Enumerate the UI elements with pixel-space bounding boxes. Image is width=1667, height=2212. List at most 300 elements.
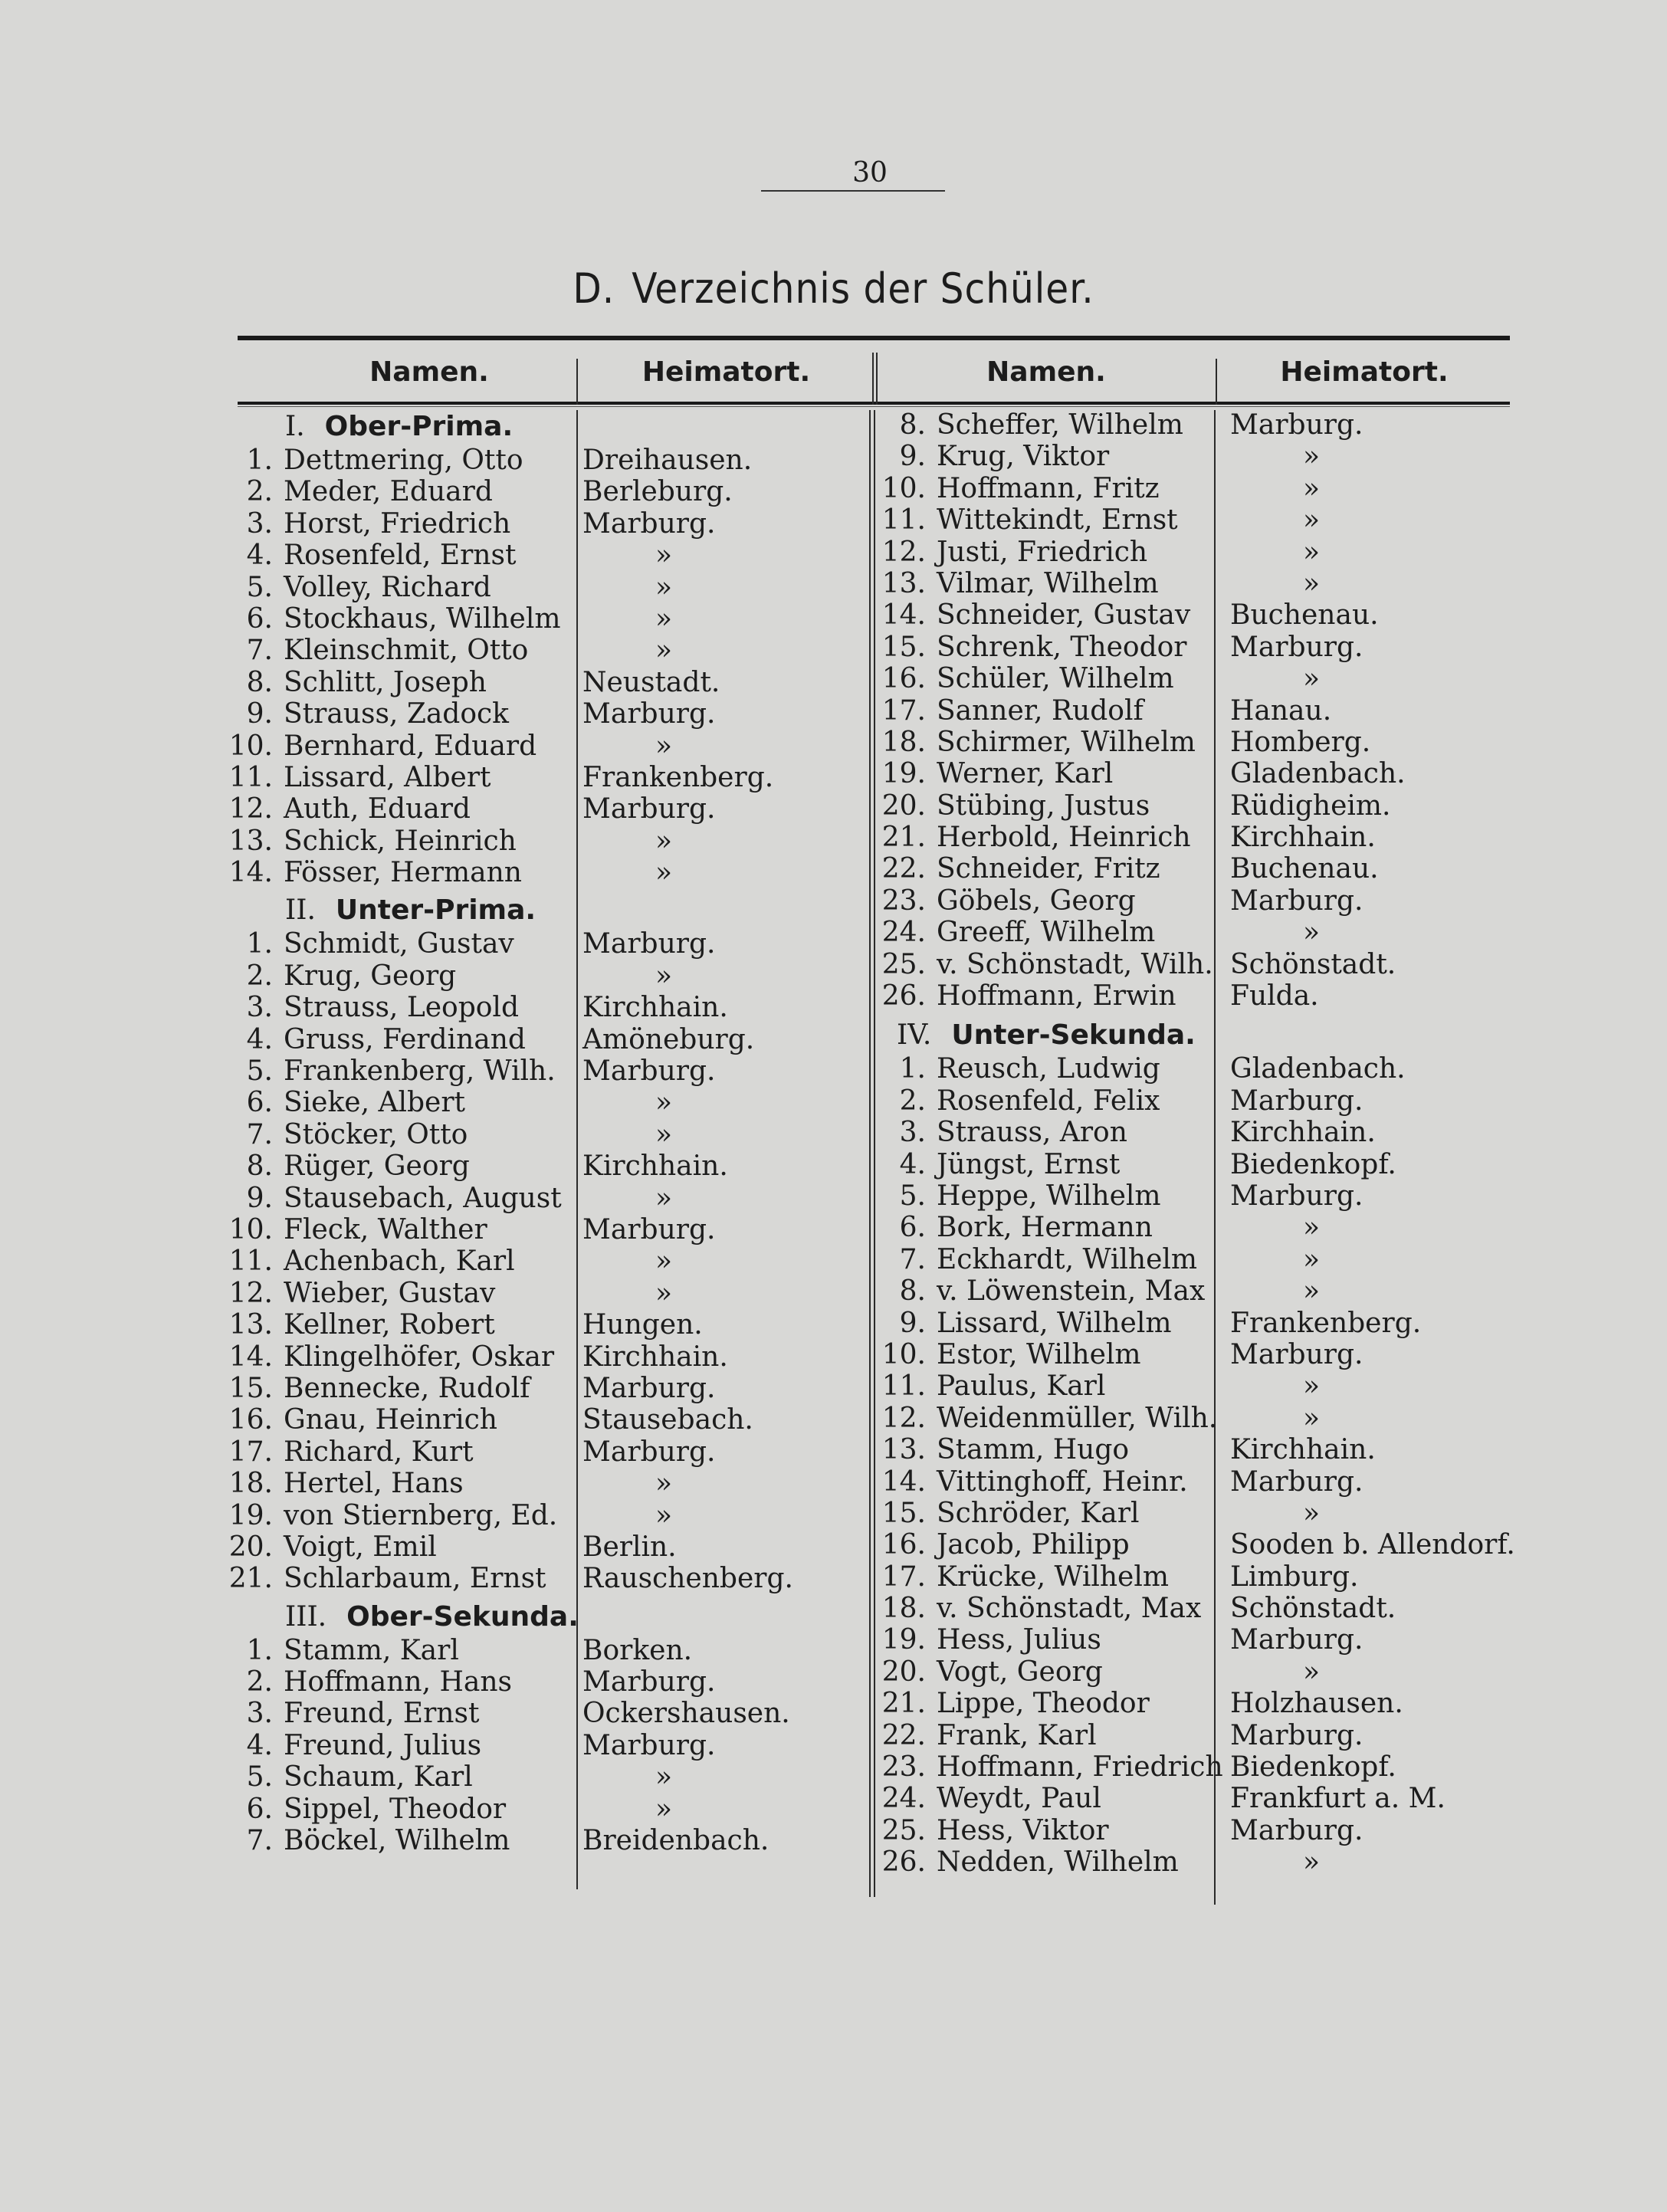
page-number-rule [761,190,945,192]
student-number: 5. [246,1055,273,1088]
class-section-heading [238,409,866,445]
student-number: 8. [246,666,273,698]
student-number: 7. [899,1243,926,1275]
student-number: 7. [246,635,273,667]
student-hometown: Biedenkopf. [1230,1751,1396,1784]
student-hometown: » [655,825,673,857]
student-name: Schneider, Gustav [937,599,1191,632]
list-item [881,1720,1533,1751]
list-item [238,1119,866,1150]
student-number: 14. [881,1465,926,1498]
student-name: Stöcker, Otto [284,1118,468,1150]
student-number: 14. [881,599,926,632]
header-origin-right: Heimatort. [1280,356,1449,388]
student-name: Gruss, Ferdinand [284,1023,526,1055]
student-number: 12. [228,1277,273,1309]
student-hometown: Marburg. [1230,1814,1363,1846]
left-student-list [228,409,866,1857]
student-number: 17. [228,1436,273,1468]
class-name: Unter-Prima. [335,894,537,927]
student-name: Strauss, Aron [937,1117,1127,1149]
list-item [881,1498,1533,1529]
student-name: Hess, Julius [937,1624,1101,1656]
student-hometown: Marburg. [1230,1719,1363,1751]
student-name: Sieke, Albert [284,1087,466,1119]
student-hometown: » [1303,663,1321,695]
student-name: Sippel, Theodor [284,1793,507,1825]
student-name: Stamm, Hugo [937,1434,1130,1466]
student-name: Scheffer, Wilhelm [937,409,1183,441]
student-hometown: » [655,602,673,635]
student-number: 3. [246,992,273,1024]
student-name: Werner, Karl [937,758,1114,790]
header-divider [1216,359,1217,405]
student-number: 21. [881,1688,926,1720]
student-number: 1. [899,1053,926,1085]
table-top-rule [238,336,1510,340]
title-letter: D. [573,264,615,313]
list-item [881,1180,1533,1212]
student-hometown: Berlin. [582,1531,677,1563]
student-name: Strauss, Leopold [284,992,519,1024]
student-name: Horst, Friedrich [284,507,511,540]
student-hometown: » [1303,1275,1321,1308]
student-hometown: Marburg. [582,698,716,730]
student-hometown: Gladenbach. [1230,758,1406,790]
student-number: 19. [881,1624,926,1656]
student-name: Lippe, Theodor [937,1688,1150,1720]
list-item [238,476,866,507]
list-item [881,409,1533,441]
student-hometown: Stausebach. [582,1404,753,1436]
student-name: v. Schönstadt, Wilh. [937,948,1213,980]
student-hometown: » [655,1499,673,1531]
student-name: Estor, Wilhelm [937,1338,1141,1370]
student-name: Schneider, Fritz [937,853,1160,885]
list-item [881,917,1533,948]
student-name: von Stiernberg, Ed. [284,1499,558,1531]
student-number: 24. [881,1783,926,1815]
header-origin-left: Heimatort. [642,356,811,388]
student-hometown: » [1303,1370,1321,1403]
student-number: 6. [899,1212,926,1244]
student-name: Freund, Ernst [284,1698,480,1730]
list-item [238,928,866,960]
header-names-left: Namen. [369,356,489,388]
student-hometown: » [655,635,673,667]
student-hometown: Borken. [582,1634,693,1666]
student-name: Fleck, Walther [284,1213,487,1245]
student-name: Vilmar, Wilhelm [937,567,1159,599]
student-hometown: Kirchhain. [1230,822,1376,854]
list-item [228,1499,866,1531]
student-name: Stockhaus, Wilhelm [284,602,561,635]
page-number: 30 [852,157,888,189]
list-item [238,1150,866,1182]
student-name: Stausebach, August [284,1182,562,1214]
student-hometown: Marburg. [582,1729,716,1761]
list-item [228,1404,866,1436]
list-item [238,540,866,571]
student-number: 2. [246,476,273,508]
student-hometown: Marburg. [1230,884,1363,917]
student-hometown: Buchenau. [1230,853,1379,885]
student-name: Greeff, Wilhelm [937,917,1156,949]
list-item [881,1308,1533,1339]
student-name: Krücke, Wilhelm [937,1561,1169,1593]
student-number: 10. [228,730,273,762]
student-number: 1. [246,445,273,476]
student-hometown: Marburg. [1230,409,1363,441]
student-number: 23. [881,1751,926,1784]
student-name: Hoffmann, Friedrich [937,1751,1223,1784]
student-number: 10. [881,472,926,504]
student-number: 16. [881,663,926,695]
student-hometown: Buchenau. [1230,599,1379,632]
list-item [881,727,1533,758]
list-item [238,992,866,1023]
list-item [881,949,1533,980]
student-number: 13. [881,1434,926,1466]
list-item [881,1846,1533,1878]
student-number: 20. [881,789,926,822]
student-number: 5. [246,571,273,603]
student-hometown: » [655,1182,673,1214]
student-name: Böckel, Wilhelm [284,1825,510,1857]
student-name: Volley, Richard [284,571,491,603]
list-item [881,758,1533,789]
list-item [228,825,866,857]
student-name: Hertel, Hans [284,1468,464,1500]
student-number: 16. [881,1529,926,1561]
student-hometown: » [655,1793,673,1825]
list-item [881,1370,1533,1402]
student-number: 8. [246,1150,273,1183]
title-text: Verzeichnis der Schüler. [632,264,1094,313]
list-item [881,1244,1533,1275]
student-number: 10. [881,1338,926,1370]
list-item [238,667,866,698]
student-hometown: Marburg. [582,1666,716,1698]
student-name: Lissard, Albert [284,761,491,793]
student-hometown: Marburg. [582,793,716,825]
student-name: Vittinghoff, Heinr. [937,1465,1188,1498]
student-hometown: » [1303,1497,1321,1529]
class-numeral: III. [285,1600,327,1633]
list-item [881,632,1533,663]
student-hometown: Marburg. [582,928,716,960]
student-hometown: Kirchhain. [582,992,728,1024]
student-hometown: » [1303,1212,1321,1244]
student-hometown: » [1303,567,1321,599]
student-name: Weidenmüller, Wilh. [937,1402,1218,1434]
student-number: 26. [881,1846,926,1879]
student-name: Jacob, Philipp [937,1529,1130,1561]
student-name: Frankenberg, Wilh. [284,1055,556,1088]
student-name: Hess, Viktor [937,1814,1109,1846]
list-item [228,1468,866,1500]
list-item [881,1085,1533,1117]
student-hometown: » [1303,472,1321,504]
student-number: 3. [899,1117,926,1149]
student-number: 2. [899,1085,926,1117]
student-number: 16. [228,1404,273,1436]
student-hometown: » [1303,1656,1321,1688]
student-name: Schaum, Karl [284,1761,473,1794]
list-item [228,857,866,889]
student-name: Herbold, Heinrich [937,822,1191,854]
student-hometown: Amöneburg. [582,1023,755,1055]
list-item [881,1466,1533,1498]
student-number: 18. [228,1468,273,1500]
list-item [881,504,1533,536]
list-item [228,1277,866,1309]
list-item [881,1688,1533,1719]
list-item [238,508,866,540]
student-name: Schlarbaum, Ernst [284,1563,546,1595]
student-name: Paulus, Karl [937,1370,1106,1403]
student-hometown: Rauschenberg. [582,1563,793,1595]
list-item [881,1212,1533,1243]
student-number: 24. [881,917,926,949]
student-number: 4. [246,1729,273,1761]
header-divider [576,359,578,405]
student-hometown: Dreihausen. [582,445,753,476]
student-number: 11. [881,504,926,537]
list-item [881,473,1533,504]
student-number: 25. [881,1814,926,1846]
student-name: Dettmering, Otto [284,445,523,476]
student-name: Schmidt, Gustav [284,928,514,960]
list-item [238,1698,866,1729]
student-hometown: Kirchhain. [1230,1117,1376,1149]
student-name: Vogt, Georg [937,1656,1103,1688]
list-item [881,1751,1533,1783]
student-hometown: Kirchhain. [582,1341,728,1373]
student-name: Lissard, Wilhelm [937,1307,1172,1339]
student-number: 7. [246,1825,273,1857]
list-item [881,790,1533,822]
student-number: 23. [881,884,926,917]
student-hometown: Fulda. [1230,980,1319,1012]
student-hometown: Berleburg. [582,476,733,508]
student-name: Gnau, Heinrich [284,1404,497,1436]
class-section-heading [881,1018,1533,1053]
student-hometown: Biedenkopf. [1230,1148,1396,1180]
header-divider [872,353,874,405]
column-divider [874,410,875,1897]
student-number: 13. [228,825,273,857]
student-number: 4. [899,1148,926,1180]
student-hometown: Marburg. [582,507,716,540]
student-hometown: » [655,1468,673,1500]
student-name: Bennecke, Rudolf [284,1372,530,1404]
list-item [881,1117,1533,1148]
student-number: 9. [246,698,273,730]
list-item [881,1529,1533,1561]
student-number: 9. [899,441,926,473]
student-hometown: Marburg. [582,1436,716,1468]
student-name: Rosenfeld, Ernst [284,540,517,572]
student-name: Achenbach, Karl [284,1245,515,1278]
student-name: Bork, Hermann [937,1212,1153,1244]
list-item [881,1561,1533,1593]
student-hometown: Schönstadt. [1230,948,1396,980]
student-hometown: Kirchhain. [582,1150,728,1183]
student-name: Nedden, Wilhelm [937,1846,1179,1879]
student-number: 22. [881,853,926,885]
list-item [881,1783,1533,1814]
student-name: Weydt, Paul [937,1783,1101,1815]
student-hometown: » [1303,1846,1321,1879]
student-hometown: Marburg. [1230,1085,1363,1117]
student-hometown: Marburg. [1230,1465,1363,1498]
student-number: 5. [899,1180,926,1212]
student-number: 12. [881,1402,926,1434]
header-names-right: Namen. [986,356,1106,388]
student-number: 11. [228,1245,273,1278]
class-name: Ober-Sekunda. [346,1600,579,1633]
student-name: Schüler, Wilhelm [937,663,1174,695]
student-name: Hoffmann, Erwin [937,980,1176,1012]
student-number: 15. [228,1372,273,1404]
student-hometown: Frankenberg. [1230,1307,1422,1339]
list-item [881,568,1533,599]
list-item [238,1635,866,1666]
list-item [881,1656,1533,1688]
list-item [881,822,1533,853]
student-name: Richard, Kurt [284,1436,474,1468]
student-name: Voigt, Emil [284,1531,437,1563]
student-hometown: » [655,1761,673,1794]
student-name: Reusch, Ludwig [937,1053,1160,1085]
list-item [881,853,1533,884]
student-hometown: Frankfurt a. M. [1230,1783,1445,1815]
list-item [228,1213,866,1245]
list-item [881,441,1533,472]
student-number: 3. [246,507,273,540]
student-number: 10. [228,1213,273,1245]
class-name: Unter-Sekunda. [951,1019,1196,1052]
list-item [238,1730,866,1761]
list-item [228,1372,866,1404]
student-hometown: Neustadt. [582,666,720,698]
student-name: Wieber, Gustav [284,1277,496,1309]
list-item [881,663,1533,694]
student-name: v. Löwenstein, Max [937,1275,1206,1308]
student-name: Stamm, Karl [284,1634,459,1666]
student-name: Heppe, Wilhelm [937,1180,1161,1212]
class-numeral: I. [285,411,305,442]
student-hometown: Gladenbach. [1230,1053,1406,1085]
student-hometown: Marburg. [1230,1180,1363,1212]
list-item [228,1436,866,1468]
right-student-list [881,409,1533,1879]
student-number: 14. [228,1341,273,1373]
student-number: 9. [899,1307,926,1339]
student-hometown: Ockershausen. [582,1698,790,1730]
list-item [881,1624,1533,1656]
student-name: Justi, Friedrich [937,536,1148,568]
column-divider [869,410,871,1897]
student-number: 19. [881,758,926,790]
student-hometown: Hungen. [582,1309,703,1341]
list-item [238,445,866,476]
student-number: 1. [246,928,273,960]
list-item [228,730,866,762]
student-name: Bernhard, Eduard [284,730,537,762]
class-numeral: II. [285,894,316,927]
student-number: 6. [246,602,273,635]
student-number: 13. [881,567,926,599]
student-name: Sanner, Rudolf [937,694,1144,727]
student-number: 3. [246,1698,273,1730]
student-name: Kleinschmit, Otto [284,635,529,667]
list-item [228,1531,866,1563]
student-hometown: Marburg. [582,1372,716,1404]
student-number: 8. [899,409,926,441]
list-item [238,960,866,992]
student-name: Jüngst, Ernst [937,1148,1121,1180]
student-hometown: Hanau. [1230,694,1332,727]
student-hometown: » [655,1087,673,1119]
list-item [238,603,866,635]
student-name: Schröder, Karl [937,1497,1140,1529]
student-number: 15. [881,1497,926,1529]
student-hometown: Kirchhain. [1230,1434,1376,1466]
student-name: v. Schönstadt, Max [937,1593,1202,1625]
student-number: 26. [881,980,926,1012]
class-name: Ober-Prima. [324,411,514,442]
class-numeral: IV. [897,1019,932,1052]
list-item [238,1055,866,1087]
list-item [228,1341,866,1373]
class-section-heading [238,893,866,928]
student-hometown: » [655,540,673,572]
list-item [881,1815,1533,1846]
student-number: 6. [246,1087,273,1119]
student-hometown: » [1303,504,1321,537]
student-number: 21. [881,822,926,854]
student-name: Hoffmann, Fritz [937,472,1160,504]
list-item [228,793,866,825]
student-name: Fösser, Hermann [284,857,522,889]
student-number: 1. [246,1634,273,1666]
student-name: Rüger, Georg [284,1150,470,1183]
student-number: 18. [881,1593,926,1625]
student-number: 9. [246,1182,273,1214]
student-hometown: » [655,730,673,762]
list-item [881,599,1533,631]
student-hometown: Schönstadt. [1230,1593,1396,1625]
student-hometown: » [1303,1402,1321,1434]
student-hometown: Limburg. [1230,1561,1359,1593]
student-number: 18. [881,726,926,758]
student-name: Wittekindt, Ernst [937,504,1178,537]
student-number: 12. [228,793,273,825]
list-item [238,698,866,730]
student-name: Schirmer, Wilhelm [937,726,1196,758]
list-item [881,885,1533,917]
list-item [881,1403,1533,1434]
list-item [228,1309,866,1341]
list-item [881,1149,1533,1180]
student-number: 5. [246,1761,273,1794]
student-number: 2. [246,960,273,992]
student-number: 13. [228,1309,273,1341]
student-number: 2. [246,1666,273,1698]
student-number: 21. [228,1563,273,1595]
